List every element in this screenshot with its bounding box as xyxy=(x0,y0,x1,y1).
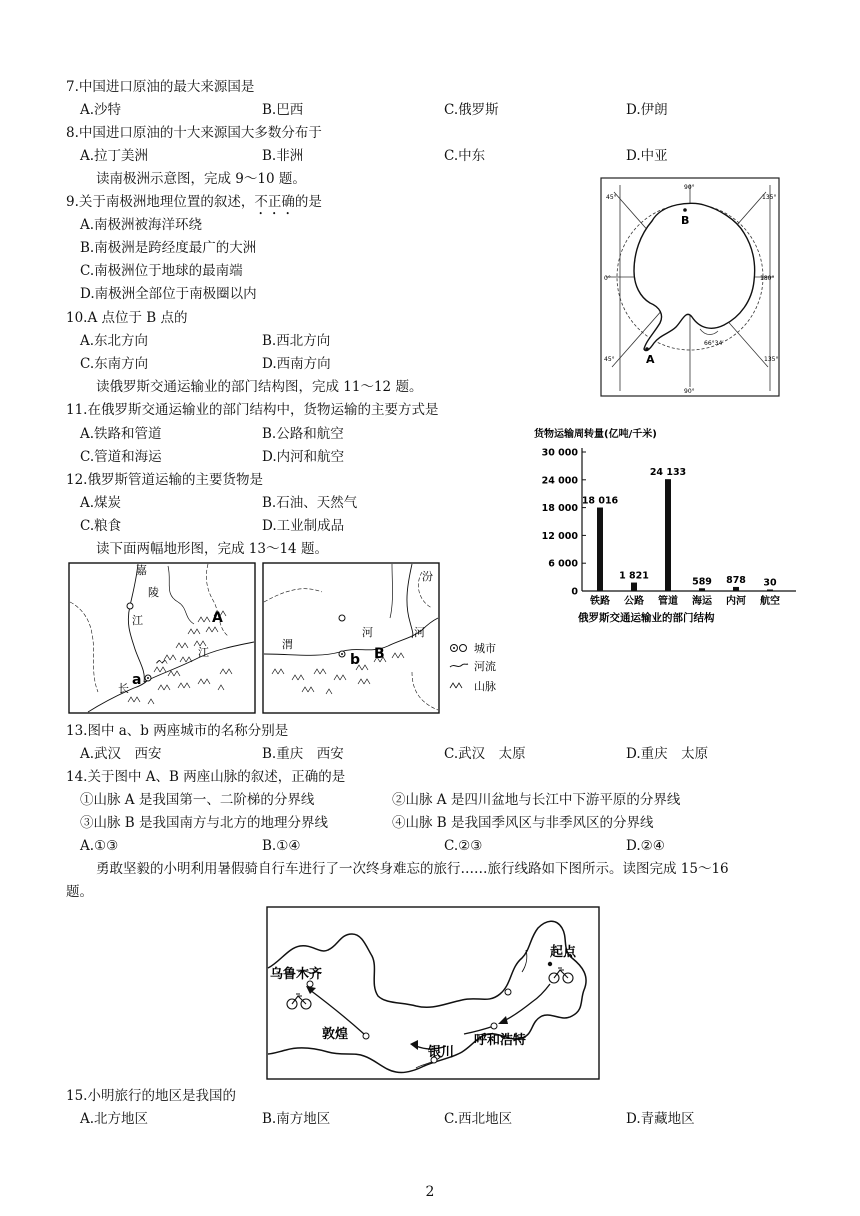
lon-bottom-label: 90° xyxy=(684,388,695,395)
label-chang: 长 xyxy=(118,682,129,695)
q9-stem-emphasis: 不正确 xyxy=(254,194,295,210)
label-city-b: b xyxy=(350,652,361,668)
q8-option-c: C.中东 xyxy=(444,148,486,164)
chart-value-label: 24 133 xyxy=(649,467,687,479)
q14-option-d: D.②④ xyxy=(626,838,665,854)
q9-option-d: D.南极洲全部位于南极圈以内 xyxy=(80,286,257,302)
q10-option-c: C.东南方向 xyxy=(80,356,149,372)
label-fen: 汾 xyxy=(422,570,433,583)
label-mountain-b: B xyxy=(374,646,385,662)
q15-option-c: C.西北地区 xyxy=(444,1111,513,1127)
chart-value-label: 589 xyxy=(692,576,712,588)
label-mountain-a: A xyxy=(212,610,223,626)
label-dunhuang: 敦煌 xyxy=(322,1027,349,1042)
q12-stem: 12.俄罗斯管道运输的主要货物是 xyxy=(66,472,263,488)
terrain-map-left xyxy=(68,562,256,714)
q13-option-c: C.武汉 太原 xyxy=(444,746,526,762)
q7-option-d: D.伊朗 xyxy=(626,102,668,118)
q12-option-d: D.工业制成品 xyxy=(262,518,345,534)
q12-option-b: B.石油、天然气 xyxy=(262,495,358,511)
q7-option-c: C.俄罗斯 xyxy=(444,102,499,118)
legend-city: 城市 xyxy=(474,642,496,655)
q8-option-d: D.中亚 xyxy=(626,148,668,164)
reading-instruction-4-cont: 题。 xyxy=(66,884,93,900)
label-jiang: 江 xyxy=(198,646,209,659)
terrain-map-right xyxy=(262,562,440,714)
q15-option-b: B.南方地区 xyxy=(262,1111,331,1127)
lon-br-label: 135° xyxy=(764,356,779,363)
q11-option-c: C.管道和海运 xyxy=(80,449,162,465)
q10-option-a: A.东北方向 xyxy=(80,333,149,349)
chart-category-label: 航空 xyxy=(760,596,780,607)
q9-stem xyxy=(66,193,322,218)
q13-option-d: D.重庆 太原 xyxy=(626,746,709,762)
reading-instruction-2: 读俄罗斯交通运输业的部门结构图，完成 11～12 题。 xyxy=(96,379,423,395)
antarctica-map xyxy=(600,177,780,397)
q9-option-a: A.南极洲被海洋环绕 xyxy=(80,217,203,233)
label-he-1: 河 xyxy=(362,626,373,639)
latitude-label: 66°34′ xyxy=(704,340,724,347)
q10-stem: 10.A 点位于 B 点的 xyxy=(66,310,188,326)
reading-instruction-1: 读南极洲示意图，完成 9～10 题。 xyxy=(96,171,306,187)
reading-instruction-4: 勇敢坚毅的小明利用暑假骑自行车进行了一次终身难忘的旅行……旅行线路如下图所示。读图完成 15～16 xyxy=(96,861,729,877)
q14-statement-2: ②山脉 A 是四川盆地与长江中下游平原的分界线 xyxy=(392,792,681,808)
chart-value-label: 1 821 xyxy=(619,570,649,582)
q12-option-a: A.煤炭 xyxy=(80,495,122,511)
chart-category-label: 铁路 xyxy=(590,596,610,607)
chart-bar-5 xyxy=(767,590,773,592)
q11-option-d: D.内河和航空 xyxy=(262,449,345,465)
chart-value-label: 878 xyxy=(726,574,746,586)
q14-statement-3: ③山脉 B 是我国南方与北方的地理分界线 xyxy=(80,815,329,831)
chart-bar-1 xyxy=(631,583,637,591)
legend-river: 河流 xyxy=(474,660,496,673)
reading-instruction-3: 读下面两幅地形图，完成 13～14 题。 xyxy=(96,541,328,557)
q11-option-a: A.铁路和管道 xyxy=(80,426,162,442)
lon-left-label: 0° xyxy=(604,275,611,282)
terrain-legend xyxy=(448,638,518,698)
q8-option-b: B.非洲 xyxy=(262,148,304,164)
chart-ylabel: 货物运输周转量(亿吨/千米) xyxy=(534,429,657,440)
chart-title: 俄罗斯交通运输业的部门结构 xyxy=(578,612,715,624)
point-a-label: A xyxy=(646,353,655,366)
svg-text:ᨓ: ᨓ xyxy=(156,654,170,667)
q13-option-a: A.武汉 西安 xyxy=(80,746,162,762)
q12-option-c: C.粮食 xyxy=(80,518,122,534)
chart-bar-0 xyxy=(597,508,603,591)
q13-stem: 13.图中 a、b 两座城市的名称分别是 xyxy=(66,723,289,739)
chart-y-tick-label: 24 000 xyxy=(541,475,578,487)
label-urumqi: 乌鲁木齐 xyxy=(270,967,323,982)
lon-tr-label: 135° xyxy=(762,194,777,201)
q14-statement-1: ①山脉 A 是我国第一、二阶梯的分界线 xyxy=(80,792,315,808)
q7-option-a: A.沙特 xyxy=(80,102,122,118)
chart-category-label: 管道 xyxy=(658,596,678,607)
label-jialing-2: 陵 xyxy=(148,586,159,599)
route-map xyxy=(266,906,600,1080)
q15-option-d: D.青藏地区 xyxy=(626,1111,695,1127)
q9-option-b: B.南极洲是跨经度最广的大洲 xyxy=(80,240,257,256)
legend-mountain: 山脉 xyxy=(474,680,496,693)
q14-option-b: B.①④ xyxy=(262,838,301,854)
chart-value-label: 30 xyxy=(763,577,777,589)
russia-transport-chart xyxy=(526,424,816,624)
label-hohhot: 呼和浩特 xyxy=(474,1033,527,1048)
lon-bl-label: 45° xyxy=(604,356,615,363)
q10-option-d: D.西南方向 xyxy=(262,356,331,372)
q7-stem: 7.中国进口原油的最大来源国是 xyxy=(66,79,255,95)
q9-stem-pre: 9.关于南极洲地理位置的叙述， xyxy=(66,194,255,210)
chart-y-tick-label: 12 000 xyxy=(541,530,578,542)
lon-tl-label: 45° xyxy=(606,194,617,201)
label-wei: 渭 xyxy=(282,638,293,651)
label-city-a: a xyxy=(132,672,142,688)
q10-option-b: B.西北方向 xyxy=(262,333,331,349)
q8-stem: 8.中国进口原油的十大来源国大多数分布于 xyxy=(66,125,322,141)
q7-option-b: B.巴西 xyxy=(262,102,304,118)
q9-option-c: C.南极洲位于地球的最南端 xyxy=(80,263,243,279)
lon-right-label: 180° xyxy=(760,275,775,282)
q15-option-a: A.北方地区 xyxy=(80,1111,149,1127)
chart-category-label: 内河 xyxy=(726,596,746,607)
chart-bar-3 xyxy=(699,588,705,591)
q14-statement-4: ④山脉 B 是我国季风区与非季风区的分界线 xyxy=(392,815,654,831)
chart-y-tick-label: 18 000 xyxy=(541,503,578,515)
chart-category-label: 海运 xyxy=(692,596,712,607)
label-jialing-3: 江 xyxy=(132,614,143,627)
q8-option-a: A.拉丁美洲 xyxy=(80,148,149,164)
label-jialing-1: 嘉 xyxy=(136,564,147,577)
q14-option-a: A.①③ xyxy=(80,838,119,854)
q11-option-b: B.公路和航空 xyxy=(262,426,344,442)
point-b-label: B xyxy=(681,214,690,227)
q13-option-b: B.重庆 西安 xyxy=(262,746,344,762)
q14-stem: 14.关于图中 A、B 两座山脉的叙述，正确的是 xyxy=(66,769,346,785)
q9-stem-post: 的是 xyxy=(294,194,322,210)
page-number: 2 xyxy=(425,1184,435,1200)
q11-stem: 11.在俄罗斯交通运输业的部门结构中，货物运输的主要方式是 xyxy=(66,402,439,418)
chart-y-tick-label: 6 000 xyxy=(548,558,578,570)
q14-option-c: C.②③ xyxy=(444,838,483,854)
q15-stem: 15.小明旅行的地区是我国的 xyxy=(66,1088,236,1104)
chart-bar-4 xyxy=(733,587,739,591)
chart-y-tick-label: 0 xyxy=(571,586,578,598)
lon-top-label: 90° xyxy=(684,184,695,191)
label-start: 起点 xyxy=(550,945,577,960)
chart-category-label: 公路 xyxy=(624,596,644,607)
chart-y-tick-label: 30 000 xyxy=(541,447,578,459)
chart-bar-2 xyxy=(665,479,671,591)
label-he-2: 河 xyxy=(414,626,425,639)
chart-value-label: 18 016 xyxy=(581,495,619,507)
label-yinchuan: 银川 xyxy=(428,1045,455,1060)
